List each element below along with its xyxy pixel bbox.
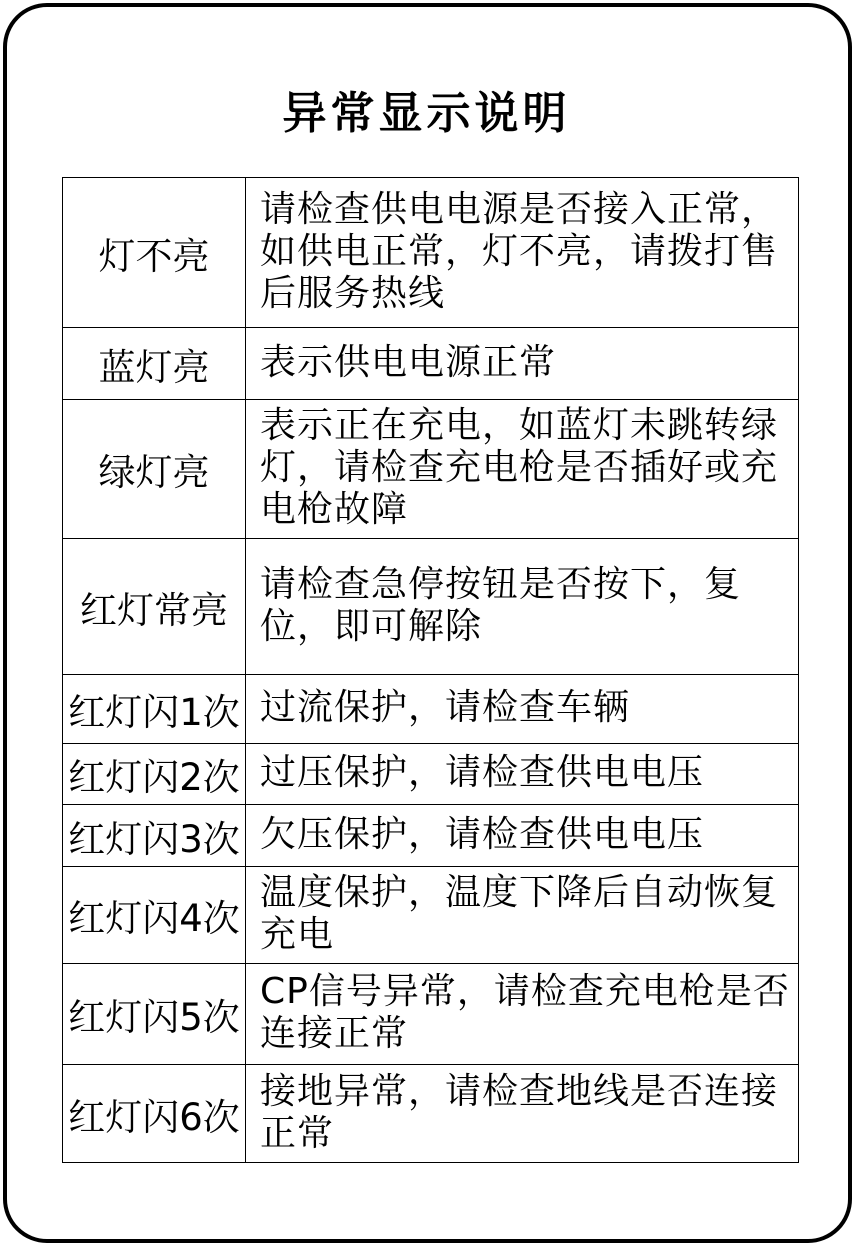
light-state: 红灯闪4次: [63, 867, 246, 964]
state-description: 温度保护，温度下降后自动恢复充电: [246, 867, 799, 964]
state-description: CP信号异常，请检查充电枪是否连接正常: [246, 964, 799, 1065]
state-description: 过流保护，请检查车辆: [246, 675, 799, 744]
state-description: 请检查供电电源是否接入正常，如供电正常，灯不亮，请拨打售后服务热线: [246, 178, 799, 328]
page-title: 异常显示说明: [282, 88, 571, 139]
table-row: [63, 400, 799, 539]
table-row: [63, 178, 799, 328]
table-row: [63, 867, 799, 964]
table-row: [63, 539, 799, 675]
error-code-table: [62, 177, 799, 1163]
light-state: 红灯闪2次: [63, 744, 246, 805]
light-state: 灯不亮: [63, 178, 246, 328]
state-description: 请检查急停按钮是否按下，复位，即可解除: [246, 539, 799, 675]
light-state: 红灯闪6次: [63, 1065, 246, 1163]
table-row: [63, 744, 799, 805]
state-description: 接地异常，请检查地线是否连接正常: [246, 1065, 799, 1163]
table-row: [63, 675, 799, 744]
light-state: 红灯常亮: [63, 539, 246, 675]
state-description: 表示供电电源正常: [246, 328, 799, 400]
table-row: [63, 805, 799, 867]
table-row: [63, 1065, 799, 1163]
light-state: 绿灯亮: [63, 400, 246, 539]
light-state: 红灯闪3次: [63, 805, 246, 867]
light-state: 蓝灯亮: [63, 328, 246, 400]
table-row: [63, 328, 799, 400]
state-description: 欠压保护，请检查供电电压: [246, 805, 799, 867]
state-description: 过压保护，请检查供电电压: [246, 744, 799, 805]
light-state: 红灯闪5次: [63, 964, 246, 1065]
table-row: [63, 964, 799, 1065]
light-state: 红灯闪1次: [63, 675, 246, 744]
state-description: 表示正在充电，如蓝灯未跳转绿灯，请检查充电枪是否插好或充电枪故障: [246, 400, 799, 539]
